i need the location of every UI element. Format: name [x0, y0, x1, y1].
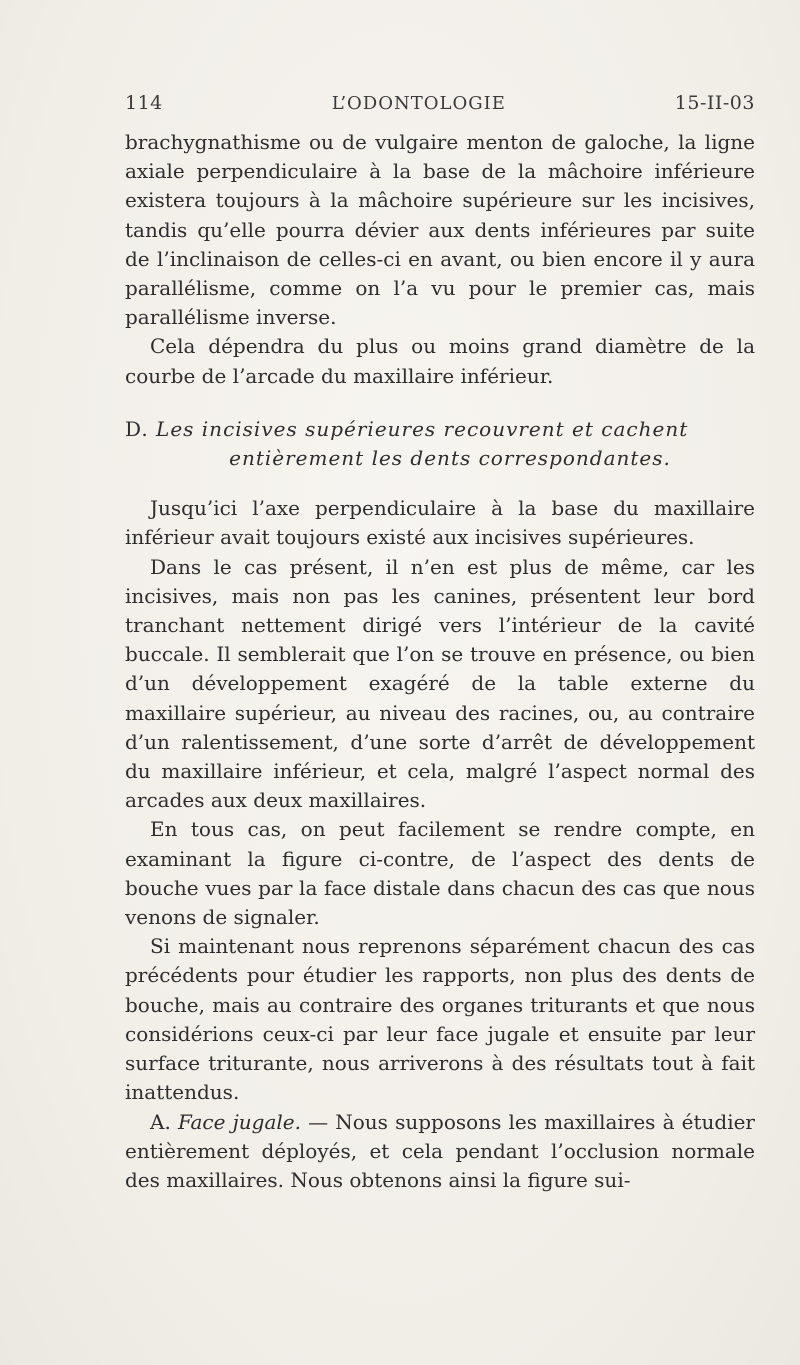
- subsection-title: Face jugale.: [177, 1109, 301, 1134]
- paragraph-4: Dans le cas présent, il n’en est plus de même, car les incisives, mais non pas les canines, présentent leur bord tranchant nettement dirigé vers l’intérieur de la cavité buccale. Il semblerait que l’on se trouve en présence, ou bien d’un développement exagéré de la table externe du maxillaire supérieur, au niveau des racines, ou, au contraire d’un ralentissement, d’une sorte d’arrêt de développement du maxillaire inférieur, et cela, malgré l’aspect normal des arcades aux deux maxillaires.: [125, 554, 755, 813]
- page-number: 114: [125, 92, 163, 114]
- paragraph-1: brachygnathisme ou de vulgaire menton de galoche, la ligne axiale perpendiculaire à la base de la mâchoire inférieure existera toujours à la mâchoire supérieure sur les incisives, tandis qu’elle pourra dévier aux dents inférieures par suite de l’inclinaison de celles-ci en avant, ou bien encore il y aura parallélisme, comme on l’a vu pour le premier cas, mais parallélisme inverse.: [125, 130, 755, 330]
- paragraph-7-text: — Nous supposons les maxillaires à étudier entièrement déployés, et cela pendant l’occlusion normale des maxillaires. Nous obtenons ainsi la figure sui-: [125, 1109, 755, 1192]
- page-body: [125, 128, 755, 1195]
- section-heading-line-2: entièrement les dents correspondantes.: [229, 446, 671, 471]
- paragraph-2: Cela dépendra du plus ou moins grand diamètre de la courbe de l’arcade du maxillaire inférieur.: [125, 334, 755, 388]
- running-header: [125, 92, 755, 126]
- journal-title: L’ODONTOLOGIE: [331, 93, 506, 114]
- issue-date: 15-II-03: [674, 92, 755, 114]
- section-letter: D.: [125, 416, 149, 441]
- paragraph-3: Jusqu’ici l’axe perpendiculaire à la base du maxillaire inférieur avait toujours existé aux incisives supérieures.: [125, 496, 755, 550]
- subsection-letter: A.: [150, 1109, 171, 1134]
- paragraph-6: Si maintenant nous reprenons séparément chacun des cas précédents pour étudier les rapports, non plus des dents de bouche, mais au contraire des organes triturants et que nous considérions ceux-ci par leur face jugale et ensuite par leur surface triturante, nous arriverons à des résultats tout à fait inattendus.: [125, 934, 755, 1105]
- section-title-part-1: Les incisives supérieures recouvrent et cachent: [156, 416, 689, 441]
- section-heading-line-1: [125, 415, 755, 444]
- paragraph-7: [125, 1108, 755, 1196]
- spacer: [125, 391, 755, 415]
- paragraph-5: En tous cas, on peut facilement se rendre compte, en examinant la figure ci-contre, de l’aspect des dents de bouche vues par la face distale dans chacun des cas que nous venons de signaler.: [125, 817, 755, 930]
- spacer: [125, 473, 755, 494]
